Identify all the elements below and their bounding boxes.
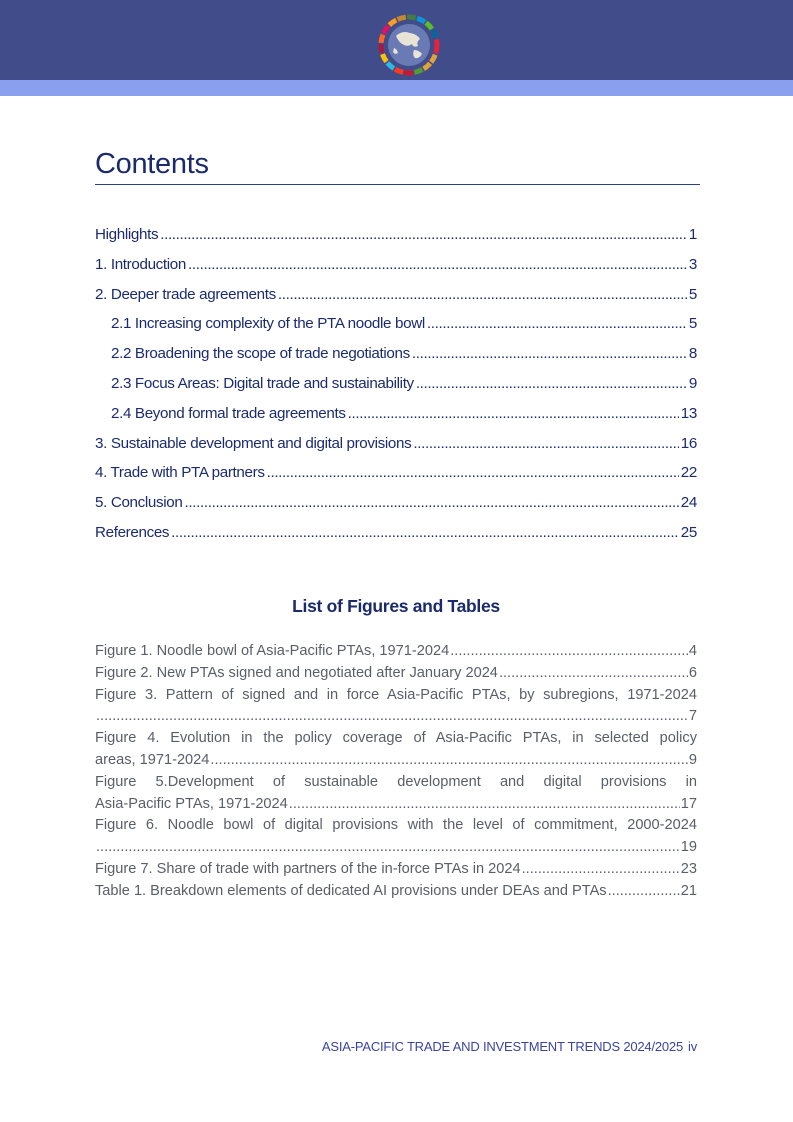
lof-page-number: 23 [680, 860, 697, 877]
lof-entry-label-cont: Asia-Pacific PTAs, 1971-2024 [95, 795, 288, 812]
list-of-figures-title: List of Figures and Tables [292, 596, 500, 616]
lof-leader [96, 837, 680, 859]
lof-leader [608, 881, 680, 903]
header-stripe [0, 80, 793, 96]
lof-entry-table-1[interactable] [95, 881, 697, 903]
lof-entry-label: Figure 1. Noodle bowl of Asia-Pacific PTAs, 1971-2024 [95, 643, 450, 659]
contents-title-rule [95, 184, 700, 185]
toc-entry-label: References [95, 523, 170, 541]
toc-entry-label: 2.2 Broadening the scope of trade negotiations [111, 345, 410, 363]
toc-entry-trade-with-pta-partners[interactable] [95, 464, 697, 494]
toc-leader [171, 524, 679, 541]
toc-leader [160, 226, 687, 243]
toc-entry-label: 1. Introduction [95, 255, 186, 273]
toc-page-number: 5 [688, 315, 697, 333]
toc-entry-sustainable-development[interactable] [95, 435, 697, 465]
lof-entry-figure-2[interactable] [95, 663, 697, 685]
toc-entry-label: 2.4 Beyond formal trade agreements [111, 404, 346, 422]
toc-leader [188, 256, 687, 273]
lof-leader [289, 794, 680, 816]
lof-page-number: 17 [680, 795, 697, 812]
lof-entry-label: Table 1. Breakdown elements of dedicated AI provisions under DEAs and PTAs [95, 882, 607, 899]
toc-entry-2-1[interactable] [95, 315, 697, 345]
toc-entry-conclusion[interactable] [95, 494, 697, 524]
lof-entry-label: Figure 7. Share of trade with partners of the in-force PTAs in 2024 [95, 860, 521, 877]
toc-entry-highlights[interactable] [95, 226, 697, 256]
footer-page-number: iv [688, 1039, 697, 1054]
toc-page-number: 13 [680, 404, 697, 422]
page-footer [322, 1039, 697, 1054]
lof-leader [96, 706, 688, 728]
lof-entry-figure-7[interactable] [95, 859, 697, 881]
toc-entry-references[interactable] [95, 524, 697, 554]
lof-page-number: 4 [688, 643, 697, 659]
lof-leader [450, 641, 688, 663]
toc-entry-introduction[interactable] [95, 256, 697, 286]
lof-page-number: 21 [680, 882, 697, 899]
toc-entry-2-3[interactable] [95, 375, 697, 405]
lof-entry-label: Figure 2. New PTAs signed and negotiated after January 2024 [95, 664, 498, 681]
toc-entry-deeper-trade-agreements[interactable] [95, 286, 697, 316]
list-of-figures [95, 641, 697, 903]
lof-entry-figure-5[interactable] [95, 772, 697, 816]
lof-entry-label: Figure 3. Pattern of signed and in force Asia-Pacific PTAs, by subregions, 1971-2024 [95, 686, 697, 703]
lof-entry-figure-6[interactable] [95, 815, 697, 859]
lof-entry-figure-4[interactable] [95, 728, 697, 772]
lof-entry-label: Figure 5.Development of sustainable development and digital provisions in [95, 773, 697, 790]
lof-leader [499, 663, 688, 685]
toc-leader [348, 405, 679, 422]
lof-entry-figure-3[interactable] [95, 685, 697, 729]
toc-page-number: 3 [688, 255, 697, 273]
toc-entry-label: 2.1 Increasing complexity of the PTA noodle bowl [111, 315, 425, 333]
sdg-wheel-globe-icon [376, 12, 442, 78]
lof-page-number: 7 [688, 708, 697, 725]
toc-page-number: 5 [688, 285, 697, 303]
toc-page-number: 1 [688, 226, 697, 243]
toc-page-number: 9 [688, 374, 697, 392]
toc-entry-label: Highlights [95, 226, 159, 243]
lof-entry-figure-1[interactable] [95, 641, 697, 663]
lof-page-number: 19 [680, 839, 697, 856]
lof-leader [210, 750, 687, 772]
footer-report-title: ASIA-PACIFIC TRADE AND INVESTMENT TRENDS 2024/2025 [321, 1039, 683, 1054]
toc-entry-label: 4. Trade with PTA partners [95, 464, 265, 482]
toc-leader [416, 375, 687, 392]
lof-page-number: 6 [688, 664, 697, 681]
toc-page-number: 25 [680, 523, 697, 541]
lof-page-number: 9 [688, 751, 697, 768]
toc-entry-label: 2. Deeper trade agreements [95, 285, 276, 303]
toc-page-number: 24 [680, 494, 697, 512]
toc-entry-label: 3. Sustainable development and digital provisions [95, 434, 412, 452]
lof-leader [522, 859, 680, 881]
toc-leader [267, 464, 679, 481]
lof-entry-label: Figure 6. Noodle bowl of digital provisions with the level of commitment, 2000-2024 [95, 817, 697, 834]
contents-title: Contents [95, 148, 209, 180]
toc-leader [184, 494, 678, 511]
toc-leader [427, 315, 687, 332]
toc-entry-2-4[interactable] [95, 405, 697, 435]
toc-page-number: 22 [680, 464, 697, 482]
toc-entry-label: 2.3 Focus Areas: Digital trade and sustainability [111, 374, 414, 392]
toc-entry-2-2[interactable] [95, 345, 697, 375]
toc-entry-label: 5. Conclusion [95, 494, 183, 512]
lof-entry-label-cont: areas, 1971-2024 [95, 751, 210, 768]
toc-leader [278, 286, 687, 303]
toc-leader [412, 345, 687, 362]
toc-page-number: 8 [688, 345, 697, 363]
table-of-contents [95, 226, 697, 554]
toc-page-number: 16 [680, 434, 697, 452]
lof-entry-label: Figure 4. Evolution in the policy coverage of Asia-Pacific PTAs, in selected policy [95, 730, 697, 747]
toc-leader [413, 435, 678, 452]
